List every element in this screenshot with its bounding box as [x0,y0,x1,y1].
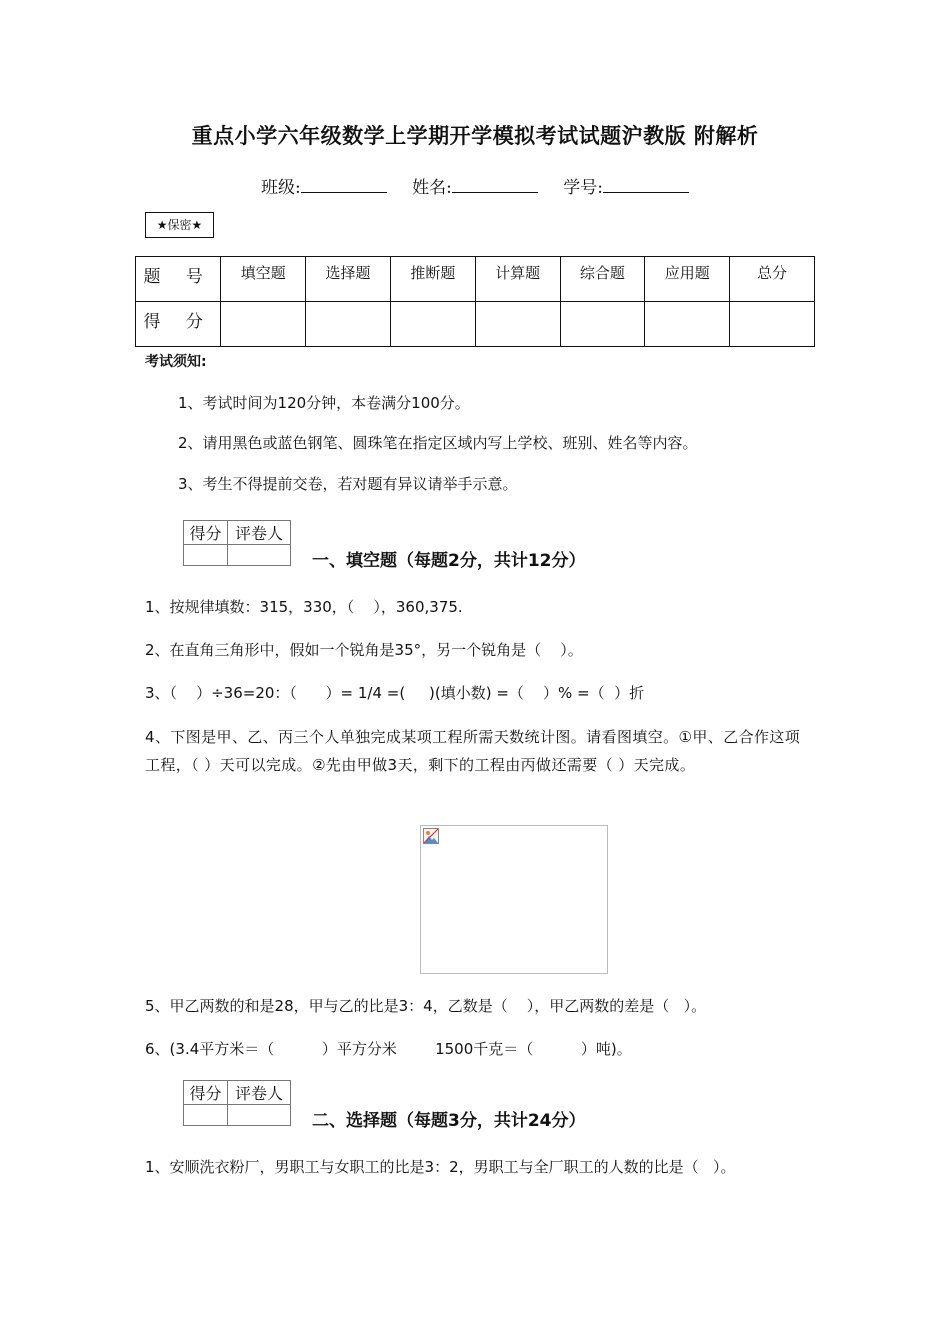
column-header: 填空题 [221,257,306,302]
question-item: 3、（ ）÷36=20：（ ）= 1/4 =( )(填小数) =（ ）% =（ ）折 [145,684,645,702]
grader-name-cell [227,545,290,566]
score-cell [390,302,475,347]
grader-score-label: 得分 [184,1081,228,1105]
grader-name-cell [227,1105,290,1126]
document-title: 重点小学六年级数学上学期开学模拟考试试题沪教版 附解析 [191,123,759,148]
score-cell [730,302,815,347]
broken-image-icon [423,828,439,844]
id-label: 学号: [563,178,603,198]
score-table-header-row [136,257,815,302]
section-title: 一、填空题（每题2分，共计12分） [312,551,586,571]
score-table-score-row [136,302,815,347]
score-table [135,256,815,347]
column-header: 推断题 [390,257,475,302]
id-blank [603,178,689,193]
question-number-header: 题 号 [136,257,221,302]
class-label: 班级: [260,178,301,198]
question-item: 2、在直角三角形中，假如一个锐角是35°，另一个锐角是（ ）。 [145,641,583,659]
grader-score-cell [184,1105,228,1126]
score-cell [306,302,391,347]
confidential-badge: ★保密★ [145,212,214,238]
notice-item: 2、请用黑色或蓝色钢笔、圆珠笔在指定区域内写上学校、班别、姓名等内容。 [178,434,698,452]
question-item: 1、按规律填数：315，330，（ ），360,375. [145,598,463,616]
grader-score-label: 得分 [184,521,228,545]
section-title: 二、选择题（每题3分，共计24分） [312,1111,586,1131]
question-item: 4、下图是甲、乙、丙三个人单独完成某项工程所需天数统计图。请看图填空。①甲、乙合作这项工程，（ ）天可以完成。②先由甲做3天，剩下的工程由丙做还需要（ ）天完成。 [145,728,801,774]
name-label: 姓名: [412,178,452,198]
column-header: 应用题 [645,257,730,302]
column-header: 总分 [730,257,815,302]
score-cell [645,302,730,347]
score-row-label: 得 分 [136,302,221,347]
chart-image-placeholder [420,825,608,974]
notice-heading: 考试须知: [145,354,207,370]
column-header: 综合题 [560,257,645,302]
question-item: 1、安顺洗衣粉厂，男职工与女职工的比是3：2，男职工与全厂职工的人数的比是（ ）。 [145,1158,736,1176]
question-item: 6、(3.4平方米＝（ ）平方分米 1500千克＝（ ）吨)。 [145,1040,632,1058]
score-cell [475,302,560,347]
grader-name-label: 评卷人 [227,1081,290,1105]
score-cell [560,302,645,347]
student-info-line [0,173,950,198]
grader-score-cell [184,545,228,566]
name-blank [452,178,538,193]
notice-item: 1、考试时间为120分钟，本卷满分100分。 [178,394,470,412]
column-header: 选择题 [306,257,391,302]
question-item: 5、甲乙两数的和是28，甲与乙的比是3：4，乙数是（ ），甲乙两数的差是（ ）。 [145,997,707,1015]
class-blank [301,178,387,193]
grader-box [183,520,291,566]
score-cell [221,302,306,347]
notice-item: 3、考生不得提前交卷，若对题有异议请举手示意。 [178,475,518,493]
column-header: 计算题 [475,257,560,302]
grader-box [183,1080,291,1126]
grader-name-label: 评卷人 [227,521,290,545]
